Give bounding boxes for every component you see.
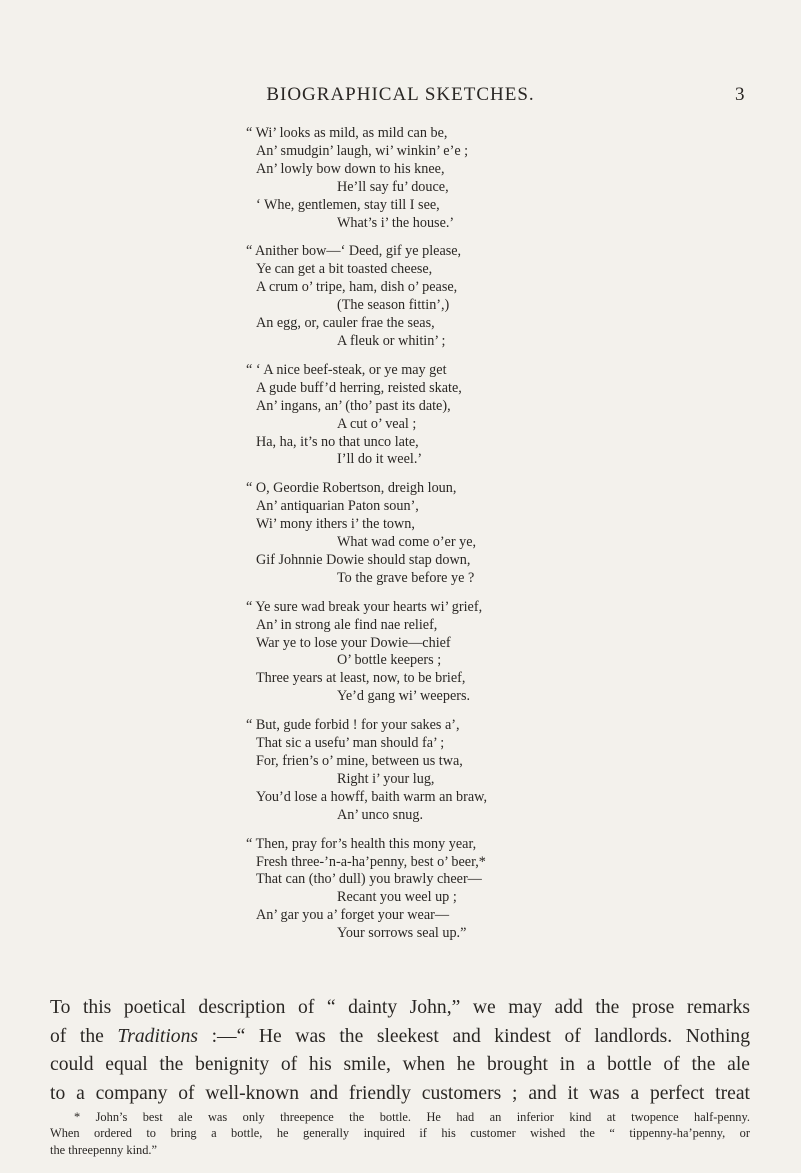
stanza: [246, 599, 487, 706]
page-title: BIOGRAPHICAL SKETCHES.: [266, 84, 535, 105]
verse-line: Ha, ha, it’s no that unco late,: [256, 433, 419, 450]
verse-line: “ Anither bow—‘ Deed, gif ye please,: [246, 243, 462, 260]
verse-line: An’ gar you a’ forget your wear—: [256, 907, 450, 924]
verse-line: A fleuk or whitin’ ;: [337, 332, 446, 349]
poem: [246, 125, 487, 954]
verse-line: He’ll say fu’ douce,: [337, 178, 449, 195]
traditions-title: Traditions: [117, 1025, 198, 1047]
verse-line: A cut o’ veal ;: [337, 415, 417, 432]
prose-line: could equal the benignity of his smile, when he brought in a bottle of the ale: [50, 1054, 750, 1075]
verse-line: An’ antiquarian Paton soun’,: [256, 498, 419, 515]
page-number: 3: [735, 84, 745, 105]
stanza: [246, 362, 487, 469]
verse-line: An’ unco snug.: [337, 806, 424, 823]
verse-line: “ But, gude forbid ! for your sakes a’,: [246, 717, 460, 734]
verse-line: “ Ye sure wad break your hearts wi’ grief,: [246, 598, 483, 615]
verse-line: I’ll do it weel.’: [337, 451, 423, 468]
verse-line: ‘ Whe, gentlemen, stay till I see,: [256, 196, 440, 213]
verse-line: To the grave before ye ?: [337, 569, 475, 586]
prose-text: :—“ He was the sleekest and kindest of landlords. Nothing: [198, 1025, 750, 1047]
verse-line: “ ‘ A nice beef-steak, or ye may get: [246, 361, 447, 378]
verse-line: You’d lose a howff, baith warm an braw,: [256, 788, 488, 805]
stanza: [246, 243, 487, 350]
footnote-line: When ordered to bring a bottle, he generally inquired if his customer wished the “ tippenny-ha’penny, or: [50, 1126, 750, 1141]
footnote: [50, 1109, 750, 1158]
verse-line: A crum o’ tripe, ham, dish o’ pease,: [256, 279, 458, 296]
verse-line: Your sorrows seal up.”: [337, 925, 467, 942]
verse-line: Wi’ mony ithers i’ the town,: [256, 516, 415, 533]
verse-line: (The season fittin’,): [337, 297, 450, 314]
running-header: [0, 84, 801, 112]
stanza: [246, 836, 487, 943]
verse-line: An’ ingans, an’ (tho’ past its date),: [256, 397, 451, 414]
verse-line: Gif Johnnie Dowie should stap down,: [256, 551, 471, 568]
verse-line: Fresh three-’n-a-ha’penny, best o’ beer,*: [256, 853, 486, 870]
verse-line: Recant you weel up ;: [337, 889, 457, 906]
verse-line: Three years at least, now, to be brief,: [256, 670, 466, 687]
verse-line: What’s i’ the house.’: [337, 214, 455, 231]
verse-line: An’ lowly bow down to his knee,: [256, 160, 445, 177]
verse-line: An’ in strong ale find nae relief,: [256, 616, 438, 633]
stanza: [246, 480, 487, 587]
verse-line: A gude buff’d herring, reisted skate,: [256, 379, 462, 396]
verse-line: War ye to lose your Dowie—chief: [256, 634, 451, 651]
verse-line: Ye can get a bit toasted cheese,: [256, 261, 433, 278]
verse-line: That can (tho’ dull) you brawly cheer—: [256, 871, 482, 888]
stanza: [246, 717, 487, 824]
prose-line: [50, 1023, 750, 1052]
verse-line: What wad come o’er ye,: [337, 534, 477, 551]
verse-line: “ Then, pray for’s health this mony year,: [246, 835, 477, 852]
stanza: [246, 125, 487, 232]
verse-line: “ Wi’ looks as mild, as mild can be,: [246, 125, 448, 141]
verse-line: Ye’d gang wi’ weepers.: [337, 688, 471, 705]
verse-line: O’ bottle keepers ;: [337, 652, 442, 669]
verse-line: An’ smudgin’ laugh, wi’ winkin’ e’e ;: [256, 142, 469, 159]
verse-line: “ O, Geordie Robertson, dreigh loun,: [246, 480, 457, 497]
prose-line: to a company of well-known and friendly customers ; and it was a perfect treat: [50, 1082, 750, 1104]
verse-line: Right i’ your lug,: [337, 770, 435, 787]
verse-line: An egg, or, cauler frae the seas,: [256, 315, 435, 332]
footnote-line: * John’s best ale was only threepence the bottle. He had an inferior kind at twopence half-penny.: [74, 1110, 750, 1124]
verse-line: For, frien’s o’ mine, between us twa,: [256, 753, 463, 769]
footnote-line: the threepenny kind.”: [50, 1142, 158, 1157]
prose-line: To this poetical description of “ dainty John,” we may add the prose remarks: [50, 997, 750, 1018]
verse-line: That sic a usefu’ man should fa’ ;: [256, 735, 445, 752]
prose-paragraph: [50, 994, 750, 1108]
prose-text: of the: [50, 1025, 118, 1047]
